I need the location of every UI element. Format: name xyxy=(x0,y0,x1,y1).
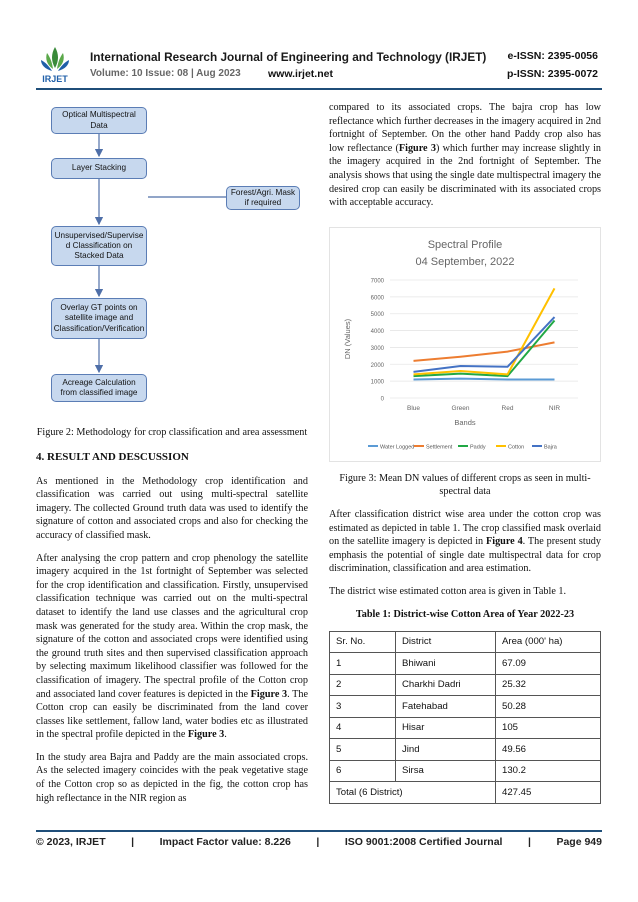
journal-url[interactable]: www.irjet.net xyxy=(268,68,333,80)
x-tick-label: NIR xyxy=(548,405,561,412)
table-header-row xyxy=(330,631,601,653)
table-cell: Sirsa xyxy=(396,760,496,782)
figure4-ref: Figure 4 xyxy=(486,536,523,548)
logo-text: IRJET xyxy=(42,74,68,84)
flow-box-layer-stacking: Layer Stacking xyxy=(51,158,147,179)
left-column xyxy=(36,426,308,814)
table-cell: Charkhi Dadri xyxy=(396,674,496,696)
footer-impact: Impact Factor value: 8.226 xyxy=(159,836,291,848)
series-line-water-logged xyxy=(414,379,555,380)
table-cell: 25.32 xyxy=(496,674,601,696)
table-header: Area (000' ha) xyxy=(496,631,601,653)
figure3-caption: Figure 3: Mean DN values of different crops as seen in multi-spectral data xyxy=(339,473,591,497)
y-tick-label: 5000 xyxy=(370,312,384,319)
pissn: p-ISSN: 2395-0072 xyxy=(506,68,598,80)
x-axis-label: Bands xyxy=(454,418,476,427)
table-cell: 2 xyxy=(330,674,396,696)
figure2-caption xyxy=(36,426,308,439)
flow-box-acreage: Acreage Calculation from classified image xyxy=(51,374,147,402)
footer-sep: | xyxy=(527,836,531,848)
table-cell: 5 xyxy=(330,739,396,761)
table-cell: 1 xyxy=(330,653,396,675)
flow-box-classification: Unsupervised/Supervise d Classification on Stacked Data xyxy=(51,226,147,266)
legend-label: Paddy xyxy=(470,444,486,451)
table-cell: 50.28 xyxy=(496,696,601,718)
table-cell: Fatehabad xyxy=(396,696,496,718)
figure3-ref: Figure 3 xyxy=(398,142,436,154)
footer-rule xyxy=(36,830,602,832)
chart-svg xyxy=(330,228,600,461)
flow-box-mask: Forest/Agri. Mask if required xyxy=(226,186,300,210)
journal-title: International Research Journal of Engineering and Technology (IRJET) xyxy=(90,50,487,64)
table-cell: 4 xyxy=(330,717,396,739)
table-cell: 67.09 xyxy=(496,653,601,675)
table-header: District xyxy=(396,631,496,653)
page-footer xyxy=(36,836,602,848)
paragraph-3: In the study area Bajra and Paddy are the main associated crops. As the selected imagery coincides with the peak vegetative stage of the Cotton crop so as depicted in the fig, the cotton crop has high reflectance in the NIR region as xyxy=(36,751,308,804)
figure2-caption-text: Figure 2: Methodology for crop classification and area assessment xyxy=(36,427,308,438)
eissn: e-ISSN: 2395-0056 xyxy=(507,50,598,62)
table-row xyxy=(330,739,601,761)
table-cell: 3 xyxy=(330,696,396,718)
y-tick-label: 4000 xyxy=(370,329,384,336)
y-tick-label: 2000 xyxy=(370,362,384,369)
volume-info: Volume: 10 Issue: 08 | Aug 2023 xyxy=(90,68,241,79)
table-header: Sr. No. xyxy=(330,631,396,653)
paragraph-4: compared to its associated crops. The bajra crop has low reflectance which further decreases in the imagery acquired in 2nd fortnight of September. On the other hand Paddy crop also has low reflectance (Figure 3) which further may increase slightly in the imagery acquired in the 2nd fortnight of September. The analysis shows that using the single date multispectral imagery the desired crop can easily be discriminated with its associated crops with acceptable accuracy. xyxy=(329,102,602,209)
table-total-row xyxy=(330,782,601,804)
flow-box-optical-data: Optical Multispectral Data xyxy=(51,107,147,134)
footer-page: Page 949 xyxy=(556,836,602,848)
right-column-top xyxy=(329,101,601,219)
table-row xyxy=(330,674,601,696)
legend-label: Water Logged xyxy=(380,444,415,451)
footer-copyright: © 2023, IRJET xyxy=(36,836,106,848)
legend-label: Settlement xyxy=(426,444,453,451)
figure3-ref: Figure 3 xyxy=(250,688,288,700)
table-cell: Bhiwani xyxy=(396,653,496,675)
page-header xyxy=(0,0,638,92)
paragraph-2: After analysing the crop pattern and crop phenology the satellite imagery acquired in the 1st fortnight of September was selected for the crop identification and classification. Firstly, unsupervised classification technique was carried out on the multi-spectral dataset to identify the land use classes and the agricultural crop mask was generated for the study area. Within the crop mask, the signature of the cotton and associated crops were identified using the ground truth sites and then supervised classification approach by selecting maximum likelihood classifier was followed for the classification of imagery. The spectral profile of the Cotton crop and associated land cover features is depicted in the Figure 3. The Cotton crop can easily be discriminated from the land cover classes like settlement, fallow land, water bodies etc as illustrated in the spectral profile depicted in the Figure 3. xyxy=(36,552,308,741)
irjet-logo xyxy=(36,44,74,84)
table-row xyxy=(330,717,601,739)
footer-sep: | xyxy=(316,836,320,848)
legend-label: Cotton xyxy=(508,444,525,451)
table-cell: 6 xyxy=(330,760,396,782)
y-tick-label: 0 xyxy=(380,396,384,403)
header-rule xyxy=(36,88,602,90)
table-total-value: 427.45 xyxy=(496,782,601,804)
x-tick-label: Blue xyxy=(406,405,421,412)
y-tick-label: 6000 xyxy=(370,295,384,302)
table1-title: Table 1: District-wise Cotton Area of Year 2022-23 xyxy=(355,608,575,620)
spectral-profile-chart xyxy=(329,227,601,462)
table-cell: 49.56 xyxy=(496,739,601,761)
table-row xyxy=(330,696,601,718)
y-tick-label: 1000 xyxy=(370,379,384,386)
footer-iso: ISO 9001:2008 Certified Journal xyxy=(344,836,503,848)
cotton-area-table xyxy=(329,631,601,804)
figure3-ref: Figure 3 xyxy=(187,729,225,741)
table-cell: Jind xyxy=(396,739,496,761)
chart-subtitle: 04 September, 2022 xyxy=(415,256,515,268)
y-tick-label: 3000 xyxy=(370,345,384,352)
chart-title: Spectral Profile xyxy=(427,239,503,251)
table-cell: 130.2 xyxy=(496,760,601,782)
table-cell: 105 xyxy=(496,717,601,739)
flow-box-overlay-gt: Overlay GT points on satellite image and Classification/Verification xyxy=(51,298,147,339)
y-tick-label: 7000 xyxy=(370,278,384,285)
x-tick-label: Green xyxy=(451,405,470,412)
table-total-label: Total (6 District) xyxy=(330,782,496,804)
table-row xyxy=(330,760,601,782)
series-line-cotton xyxy=(414,288,555,374)
table-cell: Hisar xyxy=(396,717,496,739)
paragraph-5: After classification district wise area under the cotton crop was estimated as depicted in table 1. The crop classified mask overlaid on the satellite imagery is depicted in Figure 4. The present study emphasis the potential of single date multispectral data for crop discrimination, classification and area estimation. xyxy=(329,509,601,575)
paragraph-1: As mentioned in the Methodology crop identification and classification was carried out using multi-spectral satellite imagery. The collected Ground truth data was used to identify the signature of cotton and associated crops and also for checking the accuracy of classified mask. xyxy=(36,475,308,541)
footer-sep: | xyxy=(131,836,135,848)
table-row xyxy=(330,653,601,675)
section-heading: 4. RESULT AND DESCUSSION xyxy=(36,451,189,463)
y-axis-label: DN (Values) xyxy=(343,318,352,360)
legend-label: Bajra xyxy=(544,444,557,451)
methodology-flowchart xyxy=(36,96,304,412)
right-column-bottom xyxy=(329,472,601,804)
paragraph-6: The district wise estimated cotton area is given in Table 1. xyxy=(329,585,567,597)
x-tick-label: Red xyxy=(501,405,514,412)
